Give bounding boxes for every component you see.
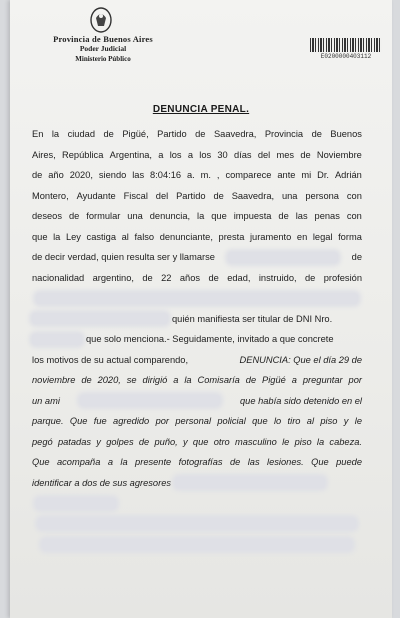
redacted-line [32, 288, 362, 309]
text-segment: DENUNCIA: Que el día 29 de [239, 354, 362, 365]
word: impuesta [233, 211, 272, 221]
word: Fiscal [123, 190, 148, 201]
word: comparece [225, 170, 272, 180]
word: con [346, 211, 362, 221]
text-line [32, 124, 362, 145]
text-line [32, 206, 362, 227]
word: persona [305, 190, 339, 201]
word: formular [86, 211, 121, 221]
word: , [216, 170, 220, 180]
text-segment: pegó patadas y golpes de puño, y que otro masculino le piso la cabeza. [32, 436, 362, 447]
word: que [211, 211, 227, 221]
word: En [32, 129, 44, 139]
word: Partido [176, 190, 206, 201]
text-segment: Que acompaña a la presente fotografías de las lesiones. Que puede [32, 457, 362, 467]
word: de [213, 190, 224, 201]
word: Buenos [330, 129, 362, 139]
word: mi [301, 170, 312, 180]
word: los [169, 149, 182, 160]
text-line [32, 452, 362, 473]
redacted-line [32, 514, 362, 535]
header-judicial-power: Poder Judicial [79, 44, 127, 53]
redacted-line [32, 493, 362, 514]
word: Ley [65, 231, 81, 242]
redacted-segment [36, 498, 116, 509]
text-segment: parque. Que fue agredido por personal policial que lo tiro al piso y le [32, 416, 362, 426]
word: presta [218, 231, 245, 242]
text-segment: de decir verdad, quien resulta ser y llamarse [32, 252, 215, 262]
document-page [10, 0, 392, 618]
text-line [32, 186, 362, 207]
redacted-name [228, 252, 338, 263]
word: las [295, 211, 308, 221]
redacted-friend-name [80, 395, 220, 406]
text-line [32, 227, 362, 248]
barcode [310, 38, 382, 52]
word: Pigüé, [122, 129, 149, 139]
text-line [32, 145, 362, 166]
word: Aires, [32, 149, 56, 160]
word: siendo [98, 170, 127, 180]
word: de [278, 211, 289, 221]
word: a [158, 149, 164, 160]
word: a. [186, 170, 195, 180]
word: del [257, 149, 271, 160]
word: de [68, 211, 80, 221]
word: 2020, [69, 170, 93, 180]
word: legal [312, 231, 333, 242]
word: de [311, 129, 322, 139]
word: Partido [157, 129, 187, 139]
word: Montero, [32, 190, 69, 201]
word: los [199, 149, 212, 160]
word: de [32, 170, 43, 180]
text-segment: un ami [32, 395, 60, 406]
text-line [32, 165, 362, 186]
word: castiga [86, 231, 117, 242]
redacted-dni [32, 334, 82, 345]
text-segment: que había sido detenido en el [240, 395, 362, 406]
word: juramento [249, 231, 292, 242]
text-line [32, 473, 362, 494]
text-line [32, 247, 362, 268]
text-segment: nacionalidad argentino, de 22 años de edad, instruido, de profesión [32, 272, 362, 283]
word: Noviembre [316, 149, 362, 160]
word: al [121, 231, 129, 242]
word: Argentina, [109, 149, 153, 160]
word: de [103, 129, 114, 139]
word: Adrián [334, 170, 362, 180]
word: Saavedra, [231, 190, 275, 201]
word: Dr. [317, 170, 330, 180]
word: forma [338, 231, 362, 242]
redacted-segment [175, 477, 325, 488]
text-segment: que solo menciona.- Seguidamente, invitado a que concrete [86, 334, 334, 344]
header-public-ministry: Ministerio Público [75, 55, 131, 63]
word: de [195, 129, 206, 139]
redacted-segment [32, 313, 168, 324]
redacted-profession [36, 293, 358, 304]
word: Provincia [264, 129, 304, 139]
word: una [281, 190, 298, 201]
word: mes [276, 149, 295, 160]
word: penas [314, 211, 340, 221]
institution-header [38, 34, 168, 64]
text-segment: quién manifiesta ser titular de DNI Nro. [172, 313, 333, 324]
word: denunciante, [159, 231, 213, 242]
word: de [300, 149, 311, 160]
word: 8:04:16 [150, 170, 182, 180]
text-line [32, 391, 362, 412]
word: Saavedra, [213, 129, 257, 139]
word: una [127, 211, 143, 221]
text-segment: los motivos de su actual comparendo, [32, 354, 189, 365]
text-line [32, 350, 362, 371]
header-province: Provincia de Buenos Aires [53, 34, 153, 44]
word: República [62, 149, 104, 160]
redacted-segment [38, 518, 356, 529]
word: del [155, 190, 169, 201]
text-segment: noviembre de 2020, se dirigió a la Comisaría de Pigüé a preguntar por [32, 375, 362, 385]
text-line [32, 370, 362, 391]
barcode-number: E0200000403112 [320, 53, 372, 60]
redacted-segment [42, 539, 352, 550]
word: días [233, 149, 252, 160]
provincial-seal-icon [88, 6, 114, 34]
document-title: DENUNCIA PENAL. [152, 104, 250, 115]
word: m. [200, 170, 211, 180]
document-body [32, 124, 362, 555]
text-line [32, 329, 362, 350]
word: a [187, 149, 193, 160]
text-line [32, 411, 362, 432]
word: ante [277, 170, 296, 180]
word: en [296, 231, 308, 242]
word: año [48, 170, 64, 180]
redacted-line [32, 534, 362, 555]
text-line [32, 432, 362, 453]
word: la [53, 231, 61, 242]
word: la [51, 129, 60, 139]
word: falso [134, 231, 155, 242]
word: Ayudante [76, 190, 116, 201]
word: ciudad [67, 129, 95, 139]
word: la [197, 211, 205, 221]
text-line [32, 309, 362, 330]
text-segment: de [351, 252, 362, 262]
text-segment: identificar a dos de sus agresores [32, 477, 172, 488]
word: deseos [32, 211, 62, 221]
word: 30 [217, 149, 228, 160]
word: con [346, 190, 362, 201]
word: denuncia, [149, 211, 191, 221]
word: que [32, 231, 48, 242]
word: las [132, 170, 145, 180]
text-line [32, 268, 362, 289]
